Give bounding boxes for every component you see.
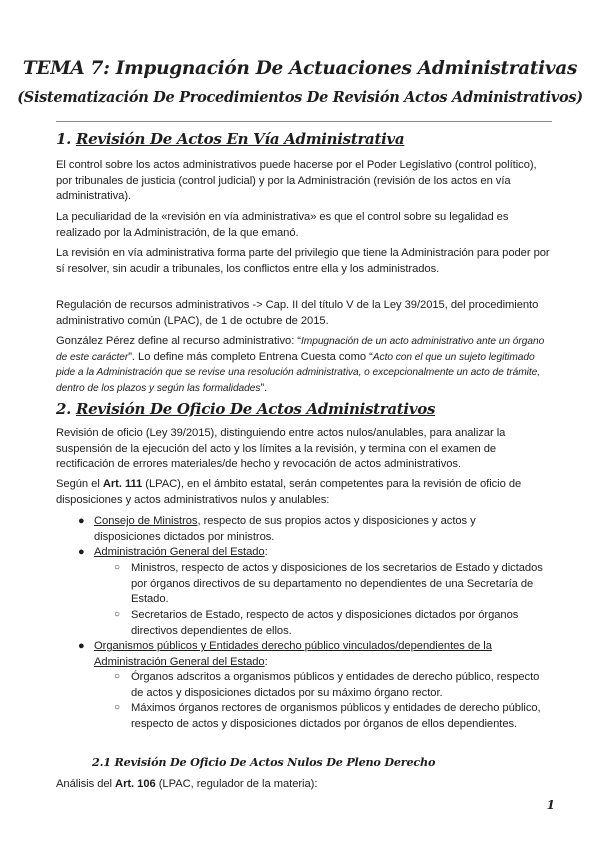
- section-1-title: Revisión De Actos En Vía Administrativa: [76, 130, 405, 148]
- circle-bullet-icon: ○: [114, 671, 121, 682]
- section-2-title: Revisión De Oficio De Actos Administrativos: [76, 400, 436, 418]
- page-number: 1: [546, 798, 555, 812]
- list-subitem: Órganos adscritos a organismos públicos y entidades de derecho público, respecto de actos y disposiciones dictados por su máximo órgano rector.: [131, 671, 540, 699]
- title-divider: [56, 121, 552, 122]
- text-run: Organismos públicos y Entidades derecho público vinculados/dependientes de la Administración General del Estado: [94, 640, 492, 668]
- list-item: [94, 639, 544, 670]
- quote: Impugnación de un acto administrativo ante un órgano de este carácter: [56, 336, 545, 363]
- text-run: (LPAC, regulador de la materia):: [155, 778, 318, 790]
- bullet-icon: ●: [78, 546, 85, 558]
- section-2-heading: [56, 400, 435, 418]
- document-title: TEMA 7: Impugnación De Actuaciones Administrativas: [22, 58, 578, 79]
- bullet-icon: ●: [78, 640, 85, 652]
- text-run: , respecto de sus propios actos y disposiciones y actos y disposiciones dictados por ministros.: [94, 515, 476, 543]
- text-run: ”.: [260, 381, 268, 394]
- list-subitem: Secretarios de Estado, respecto de actos y disposiciones dictados por órganos directivos dependientes de ellos.: [131, 609, 519, 637]
- paragraph: Regulación de recursos administrativos -> Cap. II del título V de la Ley 39/2015, del procedimiento administrativo común (LPAC), de 1 de octubre de 2015.: [56, 299, 539, 327]
- article-ref: Art. 111: [102, 478, 143, 490]
- text-run: ”. Lo define más completo Entrena Cuesta como “: [128, 350, 373, 363]
- text-run: Consejo de Ministros: [94, 515, 198, 527]
- paragraph: El control sobre los actos administrativos puede hacerse por el Poder Legislativo (control político), por tribunales de justicia (control judicial) y por la Administración (revisión de los actos en vía administrativa).: [56, 159, 537, 203]
- paragraph: [56, 477, 552, 508]
- subsection-heading: 2.1 Revisión De Oficio De Actos Nulos De Pleno Derecho: [92, 755, 436, 769]
- quote: Acto con el que un sujeto legitimado pide a la Administración que se revise una resolución administrativa, o excepcionalmente un acto de trámite, dentro de los plazos y según las formalidades: [56, 351, 541, 394]
- circle-bullet-icon: ○: [114, 562, 121, 573]
- paragraph: La revisión en vía administrativa forma parte del privilegio que tiene la Administración para poder por sí resolver, sin acudir a tribunales, los conflictos entre ella y los administrados.: [56, 247, 550, 275]
- section-1-number: 1.: [56, 130, 72, 148]
- list-subitem: Máximos órganos rectores de organismos públicos y entidades de derecho público, respecto de actos y disposiciones dictados por órganos de ellos dependientes.: [131, 702, 541, 730]
- text-run: (LPAC), en el ámbito estatal, serán competentes para la revisión de oficio de disposiciones y actos administrativos nulos y anulables:: [56, 478, 522, 506]
- text-run: Según el: [56, 478, 103, 490]
- paragraph: Revisión de oficio (Ley 39/2015), distinguiendo entre actos nulos/anulables, para analizar la suspensión de la ejecución del acto y los límites a la revisión, y termina con el examen de rectificación de errores materiales/de hecho y revocación de actos administrativos.: [56, 427, 506, 471]
- circle-bullet-icon: ○: [114, 609, 121, 620]
- section-2-number: 2.: [56, 400, 72, 418]
- list-item: [94, 545, 544, 561]
- list-item: [94, 514, 544, 545]
- text-run: Análisis del: [56, 778, 116, 790]
- bullet-icon: ●: [78, 515, 85, 527]
- section-1-heading: [56, 130, 404, 148]
- text-run: :: [264, 655, 268, 668]
- circle-bullet-icon: ○: [114, 702, 121, 713]
- document-subtitle: (Sistematización De Procedimientos De Revisión Actos Administrativos): [17, 89, 583, 106]
- text-run: González Pérez define al recurso administrativo: “: [56, 335, 301, 347]
- paragraph: La peculiaridad de la «revisión en vía administrativa» es que el control sobre su legalidad es realizado por la Administración, de la que emanó.: [56, 211, 509, 239]
- text-run: :: [264, 546, 268, 558]
- text-run: Administración General del Estado: [94, 546, 265, 558]
- article-ref: Art. 106: [115, 778, 156, 790]
- paragraph-quote: [56, 334, 552, 396]
- paragraph: [56, 777, 552, 793]
- list-subitem: Ministros, respecto de actos y disposiciones de los secretarios de Estado y dictados por órganos directivos de su departamento no dependientes de una Secretaría de Estado.: [131, 562, 543, 606]
